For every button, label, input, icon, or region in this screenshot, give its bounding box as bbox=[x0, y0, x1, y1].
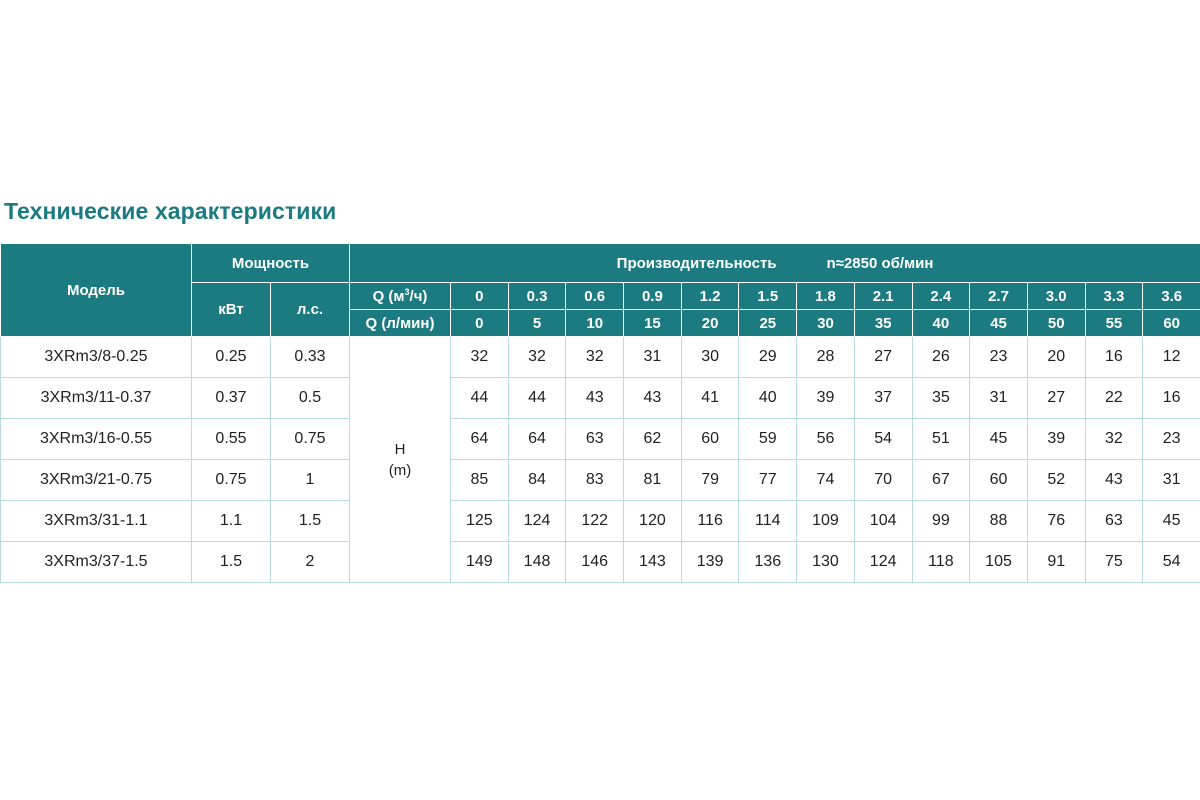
q-m3h-value: 2.7 bbox=[970, 283, 1028, 310]
table-row bbox=[1, 419, 1200, 460]
head-value-cell: 124 bbox=[508, 501, 566, 542]
head-value-cell: 67 bbox=[912, 460, 970, 501]
kw-header: кВт bbox=[192, 283, 271, 337]
head-value-cell: 85 bbox=[451, 460, 509, 501]
head-value-cell: 116 bbox=[681, 501, 739, 542]
spec-table bbox=[0, 243, 1200, 583]
model-cell: 3XRm3/8-0.25 bbox=[1, 337, 192, 378]
page-title: Технические характеристики bbox=[4, 198, 337, 224]
table-row bbox=[1, 501, 1200, 542]
hp-cell: 1.5 bbox=[271, 501, 350, 542]
hp-cell: 2 bbox=[271, 542, 350, 583]
head-value-cell: 43 bbox=[624, 378, 682, 419]
head-value-cell: 32 bbox=[1085, 419, 1143, 460]
head-value-cell: 60 bbox=[970, 460, 1028, 501]
kw-cell: 0.55 bbox=[192, 419, 271, 460]
head-value-cell: 44 bbox=[451, 378, 509, 419]
head-value-cell: 23 bbox=[970, 337, 1028, 378]
head-value-cell: 143 bbox=[624, 542, 682, 583]
q-lmin-value: 30 bbox=[797, 310, 855, 337]
model-cell: 3XRm3/11-0.37 bbox=[1, 378, 192, 419]
q-lmin-value: 55 bbox=[1085, 310, 1143, 337]
table-row bbox=[1, 378, 1200, 419]
kw-cell: 0.25 bbox=[192, 337, 271, 378]
hp-cell: 0.75 bbox=[271, 419, 350, 460]
hp-cell: 0.33 bbox=[271, 337, 350, 378]
head-value-cell: 70 bbox=[854, 460, 912, 501]
head-value-cell: 91 bbox=[1027, 542, 1085, 583]
head-value-cell: 44 bbox=[508, 378, 566, 419]
q-m3h-value: 0.9 bbox=[624, 283, 682, 310]
performance-header bbox=[350, 244, 1200, 283]
q-m3h-header: Q $(м^3/ч)$ bbox=[350, 283, 451, 310]
head-value-cell: 81 bbox=[624, 460, 682, 501]
head-value-cell: 39 bbox=[797, 378, 855, 419]
head-value-cell: 63 bbox=[1085, 501, 1143, 542]
head-value-cell: 16 bbox=[1143, 378, 1200, 419]
head-value-cell: 27 bbox=[1027, 378, 1085, 419]
head-value-cell: 83 bbox=[566, 460, 624, 501]
head-value-cell: 118 bbox=[912, 542, 970, 583]
q-m3h-value: 3.0 bbox=[1027, 283, 1085, 310]
q-lmin-value: 0 bbox=[451, 310, 509, 337]
hp-header: л.с. bbox=[271, 283, 350, 337]
q-m3h-value: 1.2 bbox=[681, 283, 739, 310]
spec-table-body bbox=[1, 337, 1200, 583]
head-value-cell: 64 bbox=[508, 419, 566, 460]
head-value-cell: 12 bbox=[1143, 337, 1200, 378]
performance-label: Производительность bbox=[616, 254, 777, 272]
head-value-cell: 76 bbox=[1027, 501, 1085, 542]
head-value-cell: 31 bbox=[970, 378, 1028, 419]
head-value-cell: 54 bbox=[1143, 542, 1200, 583]
head-value-cell: 109 bbox=[797, 501, 855, 542]
head-value-cell: 136 bbox=[739, 542, 797, 583]
q-lmin-value: 15 bbox=[624, 310, 682, 337]
model-cell: 3XRm3/37-1.5 bbox=[1, 542, 192, 583]
q-lmin-value: 50 bbox=[1027, 310, 1085, 337]
head-value-cell: 41 bbox=[681, 378, 739, 419]
q-m3h-value: 3.6 bbox=[1143, 283, 1200, 310]
head-value-cell: 35 bbox=[912, 378, 970, 419]
q-m3h-value: 2.1 bbox=[854, 283, 912, 310]
power-header: Мощность bbox=[192, 244, 350, 283]
q-lmin-value: 10 bbox=[566, 310, 624, 337]
q-m3h-value: 2.4 bbox=[912, 283, 970, 310]
head-value-cell: 31 bbox=[1143, 460, 1200, 501]
head-value-cell: 32 bbox=[566, 337, 624, 378]
head-value-cell: 16 bbox=[1085, 337, 1143, 378]
head-value-cell: 99 bbox=[912, 501, 970, 542]
head-value-cell: 52 bbox=[1027, 460, 1085, 501]
head-value-cell: 124 bbox=[854, 542, 912, 583]
head-value-cell: 39 bbox=[1027, 419, 1085, 460]
head-value-cell: 104 bbox=[854, 501, 912, 542]
head-value-cell: 146 bbox=[566, 542, 624, 583]
head-value-cell: 26 bbox=[912, 337, 970, 378]
model-cell: 3XRm3/16-0.55 bbox=[1, 419, 192, 460]
head-value-cell: 148 bbox=[508, 542, 566, 583]
q-m3h-value: 0.6 bbox=[566, 283, 624, 310]
table-row bbox=[1, 337, 1200, 378]
head-value-cell: 120 bbox=[624, 501, 682, 542]
head-value-cell: 60 bbox=[681, 419, 739, 460]
head-value-cell: 51 bbox=[912, 419, 970, 460]
head-value-cell: 22 bbox=[1085, 378, 1143, 419]
hp-cell: 0.5 bbox=[271, 378, 350, 419]
head-value-cell: 32 bbox=[508, 337, 566, 378]
q-m3h-value: 1.5 bbox=[739, 283, 797, 310]
model-cell: 3XRm3/31-1.1 bbox=[1, 501, 192, 542]
q-m3h-value: 1.8 bbox=[797, 283, 855, 310]
head-value-cell: 59 bbox=[739, 419, 797, 460]
head-value-cell: 88 bbox=[970, 501, 1028, 542]
kw-cell: 0.75 bbox=[192, 460, 271, 501]
head-value-cell: 40 bbox=[739, 378, 797, 419]
q-lmin-value: 25 bbox=[739, 310, 797, 337]
head-value-cell: 122 bbox=[566, 501, 624, 542]
head-label: H bbox=[394, 440, 406, 458]
q-lmin-value: 20 bbox=[681, 310, 739, 337]
q-m3h-value: 3.3 bbox=[1085, 283, 1143, 310]
head-value-cell: 43 bbox=[566, 378, 624, 419]
head-value-cell: 29 bbox=[739, 337, 797, 378]
q-lmin-value: 45 bbox=[970, 310, 1028, 337]
table-row bbox=[1, 460, 1200, 501]
head-value-cell: 20 bbox=[1027, 337, 1085, 378]
head-label-cell bbox=[350, 337, 451, 583]
q-lmin-value: 35 bbox=[854, 310, 912, 337]
q-lmin-value: 40 bbox=[912, 310, 970, 337]
head-value-cell: 31 bbox=[624, 337, 682, 378]
head-value-cell: 62 bbox=[624, 419, 682, 460]
head-value-cell: 32 bbox=[451, 337, 509, 378]
head-value-cell: 27 bbox=[854, 337, 912, 378]
head-value-cell: 130 bbox=[797, 542, 855, 583]
head-value-cell: 37 bbox=[854, 378, 912, 419]
kw-cell: 1.1 bbox=[192, 501, 271, 542]
head-value-cell: 54 bbox=[854, 419, 912, 460]
head-value-cell: 56 bbox=[797, 419, 855, 460]
kw-cell: 1.5 bbox=[192, 542, 271, 583]
head-value-cell: 28 bbox=[797, 337, 855, 378]
head-value-cell: 64 bbox=[451, 419, 509, 460]
head-value-cell: 79 bbox=[681, 460, 739, 501]
head-value-cell: 30 bbox=[681, 337, 739, 378]
head-value-cell: 45 bbox=[1143, 501, 1200, 542]
q-lmin-value: 5 bbox=[508, 310, 566, 337]
head-value-cell: 139 bbox=[681, 542, 739, 583]
model-header: Модель bbox=[1, 244, 192, 337]
head-value-cell: 149 bbox=[451, 542, 509, 583]
speed-label: n≈2850 об/мин bbox=[826, 254, 934, 272]
head-value-cell: 45 bbox=[970, 419, 1028, 460]
head-value-cell: 75 bbox=[1085, 542, 1143, 583]
hp-cell: 1 bbox=[271, 460, 350, 501]
head-unit: (m) bbox=[388, 461, 412, 479]
q-m3h-value: 0.3 bbox=[508, 283, 566, 310]
kw-cell: 0.37 bbox=[192, 378, 271, 419]
q-lmin-value: 60 bbox=[1143, 310, 1200, 337]
head-value-cell: 63 bbox=[566, 419, 624, 460]
head-value-cell: 125 bbox=[451, 501, 509, 542]
head-value-cell: 74 bbox=[797, 460, 855, 501]
head-value-cell: 114 bbox=[739, 501, 797, 542]
spec-table-header bbox=[1, 244, 1200, 337]
table-row bbox=[1, 542, 1200, 583]
head-value-cell: 77 bbox=[739, 460, 797, 501]
q-lmin-header: Q (л/мин) bbox=[350, 310, 451, 337]
head-value-cell: 84 bbox=[508, 460, 566, 501]
q-m3h-value: 0 bbox=[451, 283, 509, 310]
head-value-cell: 105 bbox=[970, 542, 1028, 583]
head-value-cell: 23 bbox=[1143, 419, 1200, 460]
head-value-cell: 43 bbox=[1085, 460, 1143, 501]
model-cell: 3XRm3/21-0.75 bbox=[1, 460, 192, 501]
